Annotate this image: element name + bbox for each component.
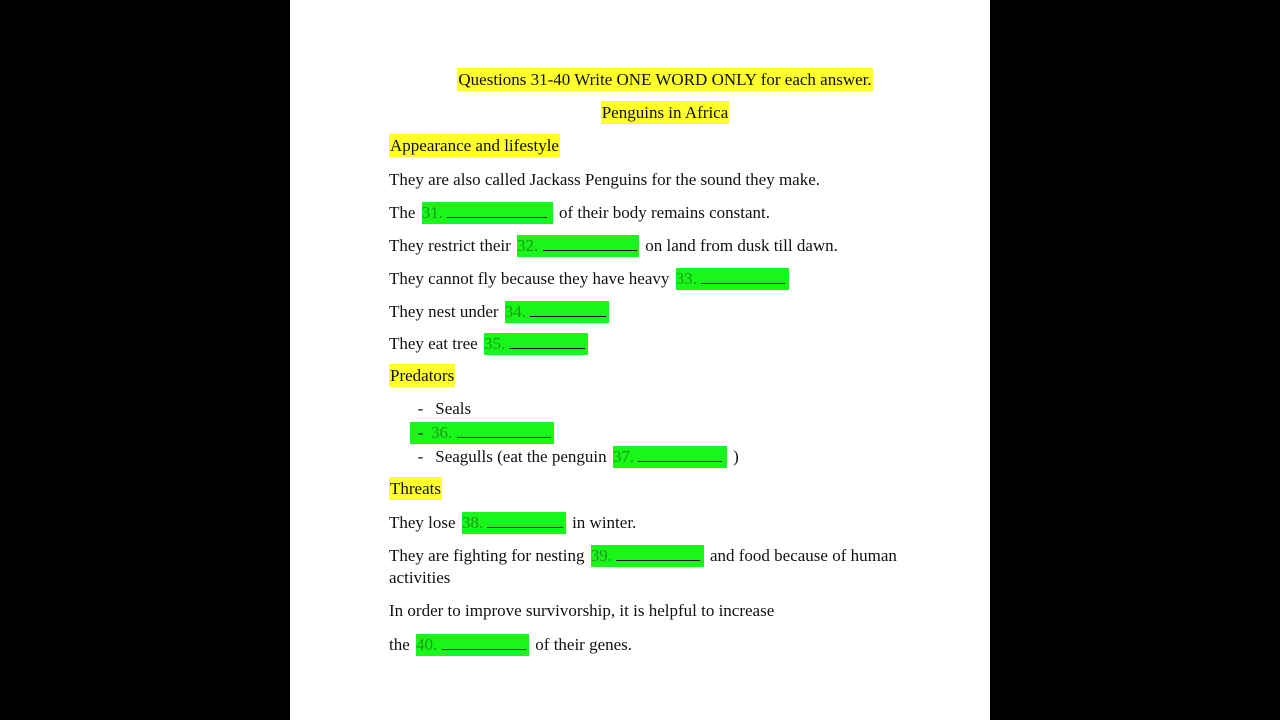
section-label: Predators <box>390 366 455 385</box>
text: Seals <box>435 399 472 418</box>
subtitle-line <box>290 103 1040 123</box>
section-heading-appearance <box>389 136 560 156</box>
blank-underline <box>457 423 551 438</box>
text: They nest under <box>389 302 499 321</box>
blank-underline <box>701 269 785 284</box>
text: The <box>389 203 416 222</box>
bullet-dash: - <box>417 447 424 466</box>
bullet-item-question-37 <box>410 446 739 468</box>
question-38-line <box>389 512 636 534</box>
question-39-line <box>389 545 897 567</box>
answer-blank-38[interactable]: 38. <box>462 512 566 534</box>
blank-underline <box>487 513 563 528</box>
answer-blank-37[interactable]: 37. <box>613 446 727 468</box>
question-31-line <box>389 202 770 224</box>
blank-underline <box>530 302 606 317</box>
answer-blank-34[interactable]: 34. <box>505 301 609 323</box>
answer-blank-35[interactable]: 35. <box>484 333 588 355</box>
bullet-dash: - <box>417 423 424 442</box>
text: They cannot fly because they have heavy <box>389 269 670 288</box>
text: on land from dusk till dawn. <box>645 236 838 255</box>
answer-blank-32[interactable]: 32. <box>517 235 639 257</box>
answer-blank-31[interactable]: 31. <box>422 202 553 224</box>
blank-underline <box>509 334 585 349</box>
text: Seagulls (eat the penguin <box>435 447 607 466</box>
text-line <box>389 601 774 621</box>
title-line <box>290 70 1040 90</box>
text: the <box>389 635 410 654</box>
answer-blank-39[interactable]: 39. <box>591 545 704 567</box>
blank-underline <box>638 447 722 462</box>
blank-underline <box>447 203 547 218</box>
answer-blank-40[interactable]: 40. <box>416 634 529 656</box>
section-heading-threats <box>389 479 442 499</box>
blank-underline <box>442 635 526 650</box>
text: of their body remains constant. <box>558 203 770 222</box>
bullet-dash: - <box>417 399 424 418</box>
text: activities <box>389 568 451 587</box>
question-34-line <box>389 301 611 323</box>
text: They are fighting for nesting <box>389 546 585 565</box>
blank-underline <box>616 546 700 561</box>
text: They restrict their <box>389 236 511 255</box>
text-line <box>389 170 820 190</box>
page-title: Questions 31-40 Write ONE WORD ONLY for each answer. <box>458 70 872 89</box>
document-page <box>290 0 990 720</box>
question-32-line <box>389 235 838 257</box>
text: They are also called Jackass Penguins for the sound they make. <box>389 170 821 189</box>
text: in winter. <box>572 513 637 532</box>
answer-blank-33[interactable]: 33. <box>676 268 789 290</box>
text-line-continued <box>389 568 450 588</box>
text: ) <box>733 447 739 466</box>
text: They lose <box>389 513 456 532</box>
section-label: Threats <box>390 479 441 498</box>
question-33-line <box>389 268 791 290</box>
question-40-line <box>389 634 632 656</box>
text: of their genes. <box>535 635 633 654</box>
text: They eat tree <box>389 334 478 353</box>
bullet-item <box>410 399 471 419</box>
text: and food because of human <box>709 546 897 565</box>
section-heading-predators <box>389 366 455 386</box>
section-label: Appearance and lifestyle <box>390 136 559 155</box>
text: In order to improve survivorship, it is helpful to increase <box>389 601 775 620</box>
question-35-line <box>389 333 590 355</box>
bullet-item-question-36 <box>410 422 554 444</box>
answer-blank-36[interactable]: - 36. <box>410 422 554 444</box>
blank-underline <box>543 236 637 251</box>
page-subtitle: Penguins in Africa <box>601 103 729 122</box>
